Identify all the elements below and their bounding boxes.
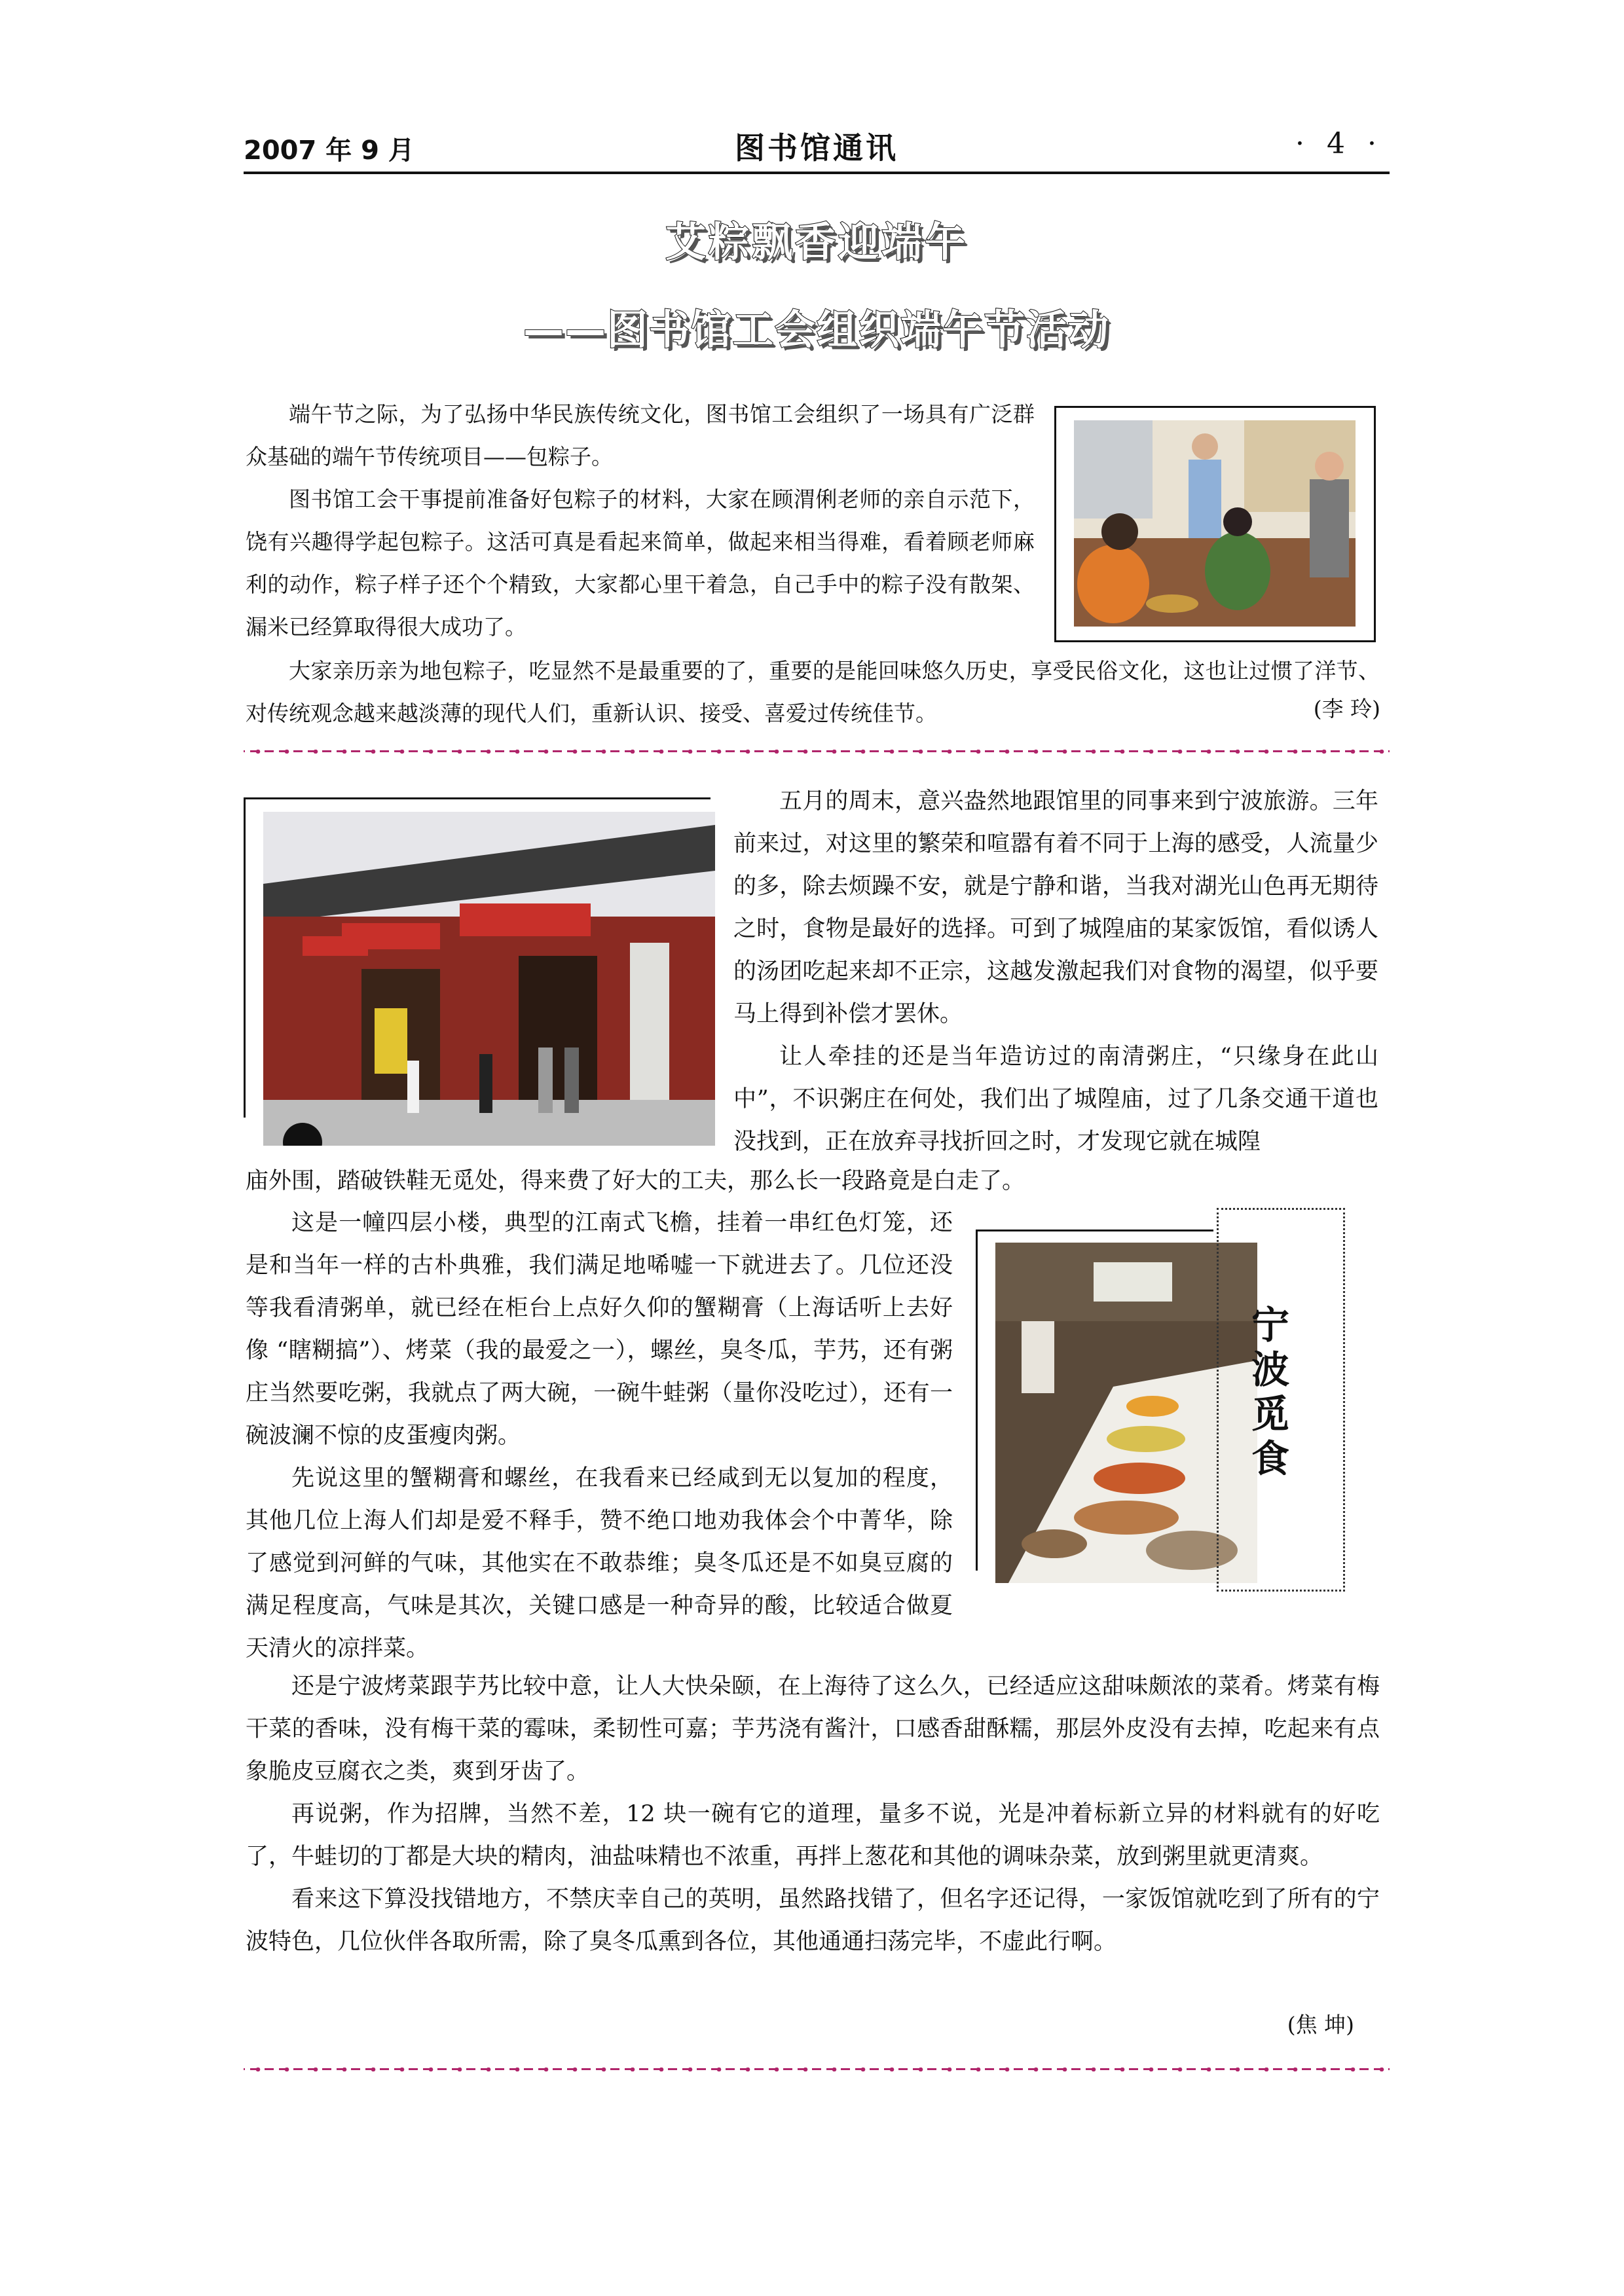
article2-author: (焦 坤) <box>1287 2012 1354 2037</box>
article2-paragraph: 五月的周末，意兴盎然地跟馆里的同事来到宁波旅游。三年前来过，对这里的繁荣和喧嚣有着不同于上海的感受，人流量少的多，除去烦躁不安，就是宁静和谐，当我对湖光山色再无期待之时，食物是最好的选择。可到了城隍庙的某家饭馆，看似诱人的汤团吃起来却不正宗，这越发激起我们对食物的渴望，似乎要马上得到补偿才罢休。 <box>733 788 1378 1027</box>
section-divider <box>244 750 1390 754</box>
article2-mid-column <box>246 1202 953 1670</box>
ningbo-temple-photo <box>263 812 715 1146</box>
article1-subtitle: ——图书馆工会组织端午节活动 <box>523 306 1110 354</box>
issue-date: 2007 年 9 月 <box>244 136 415 166</box>
article1-body <box>246 393 1035 648</box>
article2-paragraph: 庙外围，踏破铁鞋无觅处，得来费了好大的工夫，那么长一段路竟是白走了。 <box>246 1168 1025 1194</box>
article2-paragraph: 再说粥，作为招牌，当然不差，12 块一碗有它的道理，量多不说，光是冲着标新立异的材料就有的好吃了，牛蛙切的丁都是大块的精肉，油盐味精也不浓重，再拌上葱花和其他的调味杂菜，放到粥里就更清爽。 <box>246 1801 1380 1870</box>
article2-paragraph: 让人牵挂的还是当年造访过的南清粥庄，“只缘身在此山中”，不识粥庄在何处，我们出了城隍庙，过了几条交通干道也没找到，正在放弃寻找折回之时，才发现它就在城隍 <box>733 1044 1378 1155</box>
article2-paragraph: 看来这下算没找错地方，不禁庆幸自己的英明，虽然路找错了，但名字还记得，一家饭馆就吃到了所有的宁波特色，几位伙伴各取所需，除了臭冬瓜熏到各位，其他通通扫荡完毕，不虚此行啊。 <box>246 1886 1380 1955</box>
article1-paragraph: 大家亲历亲为地包粽子，吃显然不是最重要的了，重要的是能回味悠久历史，享受民俗文化，这也让过惯了洋节、对传统观念越来越淡薄的现代人们，重新认识、接受、喜爱过传统佳节。 <box>246 658 1380 726</box>
article1-body-wide <box>246 649 1380 735</box>
article2-paragraph: 这是一幢四层小楼，典型的江南式飞檐，挂着一串红色灯笼，还是和当年一样的古朴典雅，我们满足地唏嘘一下就进去了。几位还没等我看清粥单，就已经在柜台上点好久仰的蟹糊膏（上海话听上去好像 “瞎糊搞”）、烤菜（我的最爱之一），螺丝，臭冬瓜，芋艿，还有粥庄当然要吃粥，我就点了两大碗，一碗牛蛙粥（量你没吃过），还有一碗波澜不惊的皮蛋瘦肉粥。 <box>246 1210 953 1449</box>
page-number: · 4 · <box>1295 127 1383 160</box>
article1-author: (李 玲) <box>1313 696 1380 721</box>
article2-full-line <box>246 1160 1380 1203</box>
article2-right-column <box>733 780 1378 1163</box>
article2-paragraph: 还是宁波烤菜跟芋艿比较中意，让人大快朵颐，在上海待了这么久，已经适应这甜味颇浓的菜肴。烤菜有梅干菜的香味，没有梅干菜的霉味，柔韧性可嘉；芋艿浇有酱汁，口感香甜酥糯，那层外皮没有去掉，吃起来有点象脆皮豆腐衣之类，爽到牙齿了。 <box>246 1673 1380 1785</box>
newsletter-title: 图书馆通讯 <box>735 130 898 166</box>
zongzi-photo <box>1074 420 1356 627</box>
section-divider <box>244 2068 1390 2071</box>
article2-paragraph: 先说这里的蟹糊膏和螺丝，在我看来已经咸到无以复加的程度，其他几位上海人们却是爱不释手，赞不绝口地劝我体会个中菁华，除了感觉到河鲜的气味，其他实在不敢恭维；臭冬瓜还是不如臭豆腐的满足程度高，气味是其次，关键口感是一种奇异的酸，比较适合做夏天清火的凉拌菜。 <box>246 1465 953 1662</box>
article2-bottom <box>246 1666 1380 1963</box>
article2-side-title: 宁波觅食 <box>1251 1303 1289 1481</box>
article1-paragraph: 图书馆工会干事提前准备好包粽子的材料，大家在顾渭俐老师的亲自示范下，饶有兴趣得学起包粽子。这活可真是看起来简单，做起来相当得难，看着顾老师麻利的动作，粽子样子还个个精致，大家都心里干着急，自己手中的粽子没有散架、漏米已经算取得很大成功了。 <box>246 486 1035 640</box>
header-rule <box>244 172 1390 174</box>
article1-title: 艾粽飘香迎端午 <box>665 218 968 266</box>
article1-paragraph: 端午节之际，为了弘扬中华民族传统文化，图书馆工会组织了一场具有广泛群众基础的端午节传统项目——包粽子。 <box>246 401 1035 469</box>
page-header <box>244 123 1390 170</box>
